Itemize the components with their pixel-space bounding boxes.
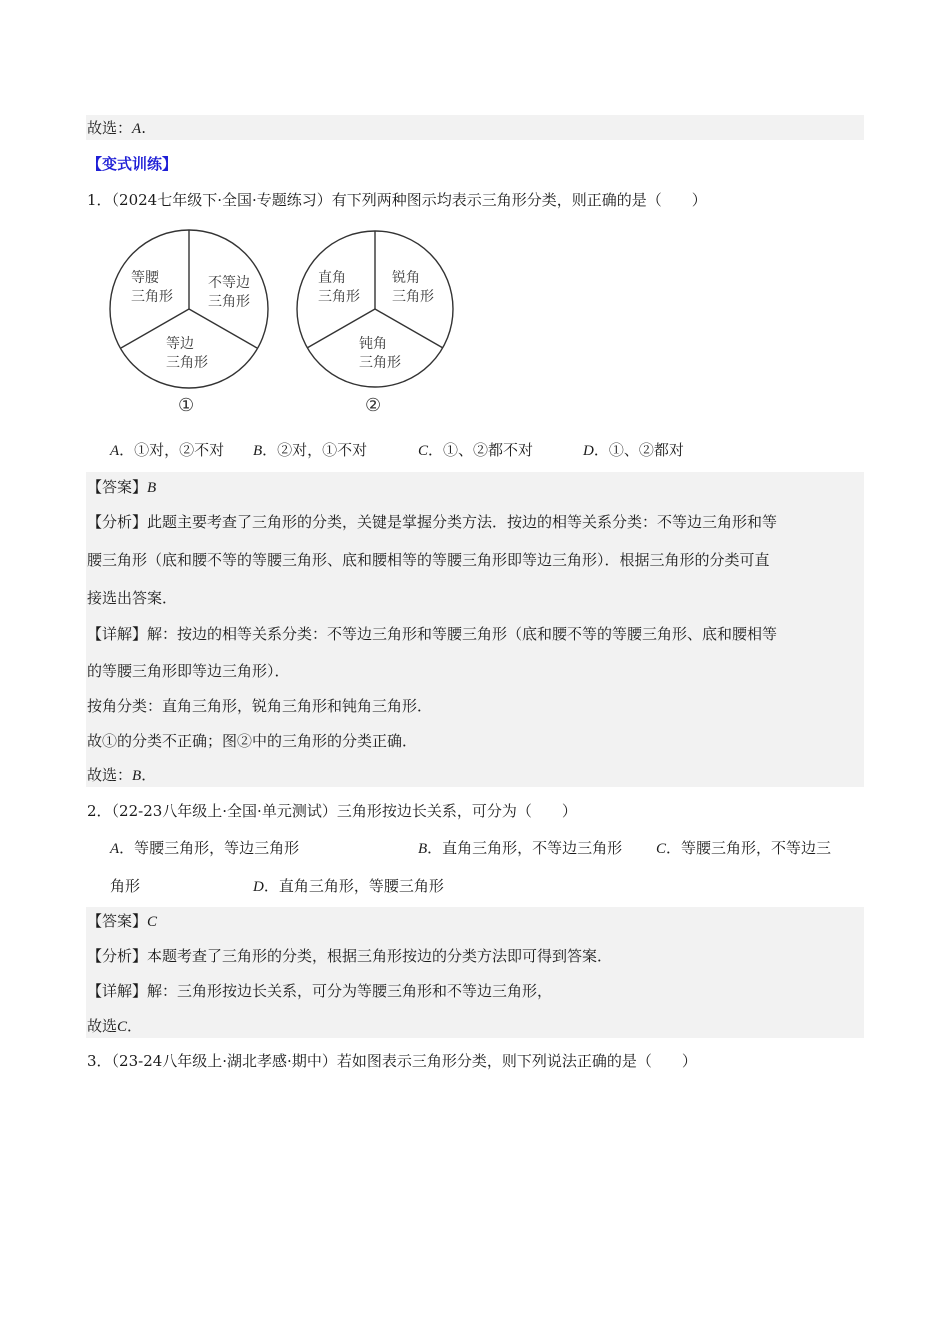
option-b[interactable] [253,440,367,461]
option-text: ．直角三角形，等腰三角形 [263,877,444,895]
sector-label: 三角形 [318,289,360,305]
answer-value: C [147,914,158,930]
detail-tag: 【详解】 [87,982,148,1000]
detail-text: 解：按边的相等关系分类：不等边三角形和等腰三角形（底和腰不等的等腰三角形、底和腰相等 [147,625,778,643]
option-letter: D [253,879,264,895]
diagram-number: ① [178,395,195,416]
option-text: ．等腰三角形，等边三角形 [119,839,300,857]
sector-label: 三角形 [392,289,434,305]
option-b[interactable] [418,838,622,859]
option-text: ．①对，②不对 [119,441,225,459]
answer-tag: 【答案】 [87,478,148,496]
sector-label: 三角形 [359,355,401,371]
answer-line [87,911,157,932]
option-letter: D [583,443,594,459]
choose-suffix: . [141,119,146,137]
question-text: 有下列两种图示均表示三角形分类，则正确的是（ ） [331,191,707,209]
prev-choose-line [87,118,146,139]
choose-value: A [132,121,142,137]
classification-diagrams [100,222,480,422]
prev-solution-block [86,115,864,140]
question-number: 2． [87,802,112,820]
detail-line: 故①的分类不正确；图②中的三角形的分类正确． [87,732,418,750]
choose-value: B [132,768,142,784]
option-letter: A [110,841,120,857]
option-c[interactable] [418,440,533,461]
detail-line: 的等腰三角形即等边三角形）． [87,662,290,680]
option-letter: C [418,443,429,459]
question-text: 若如图表示三角形分类，则下列说法正确的是（ ） [336,1052,697,1070]
question-number: 3． [87,1052,112,1070]
choose-prefix: 故选 [87,1017,118,1035]
question-source: （2024七年级下·全国·专题练习） [111,191,332,209]
analysis-line [87,946,612,966]
analysis-line: 接选出答案． [87,589,178,607]
option-letter: A [110,443,120,459]
analysis-text: 此题主要考查了三角形的分类，关键是掌握分类方法．按边的相等关系分类：不等边三角形和等 [147,513,778,531]
question-text: 三角形按边长关系，可分为（ ） [336,802,577,820]
option-d[interactable] [583,440,684,461]
option-text: ．②对，①不对 [262,441,368,459]
detail-line [87,981,552,1001]
sector-label: 钝角 [359,336,387,352]
option-text: ．直角三角形，不等边三角形 [427,839,623,857]
sector-label: 等边 [166,336,194,352]
choose-value: C [117,1019,128,1035]
analysis-line [87,512,777,532]
detail-line: 按角分类：直角三角形，锐角三角形和钝角三角形． [87,697,433,715]
sector-label: 三角形 [166,355,208,371]
question-source: （23-24八年级上·湖北孝感·期中） [111,1052,337,1070]
option-letter: C [656,841,667,857]
question-source: （22-23八年级上·全国·单元测试） [111,802,337,820]
answer-tag: 【答案】 [87,912,148,930]
option-text: ．①、②都不对 [428,441,534,459]
detail-tag: 【详解】 [87,625,148,643]
analysis-tag: 【分析】 [87,513,148,531]
option-d[interactable] [253,876,444,897]
option-a[interactable] [110,838,299,859]
diagram-2 [297,231,453,416]
diagram-number: ② [365,395,382,416]
diagram-1 [110,230,268,416]
choose-line [87,1016,142,1037]
sector-label: 三角形 [208,294,250,310]
option-text: ．①、②都对 [593,441,684,459]
choose-suffix: ． [127,1017,143,1035]
question-2-stem [87,801,577,821]
section-heading: 【变式训练】 [87,155,178,173]
detail-text: 解：三角形按边长关系，可分为等腰三角形和不等边三角形， [147,982,553,1000]
option-a[interactable] [110,440,224,461]
sector-label: 锐角 [392,270,420,286]
option-text: ．等腰三角形，不等边三 [666,839,832,857]
option-letter: B [253,443,263,459]
sector-label: 等腰 [131,270,159,286]
choose-prefix: 故选： [87,119,133,137]
sector-label: 三角形 [131,289,173,305]
option-c-wrap[interactable]: 角形 [110,877,141,895]
option-letter: B [418,841,428,857]
analysis-tag: 【分析】 [87,947,148,965]
analysis-line: 腰三角形（底和腰不等的等腰三角形、底和腰相等的等腰三角形即等边三角形）．根据三角形的分类可直 [87,551,770,569]
choose-line [87,765,156,786]
choose-suffix: ． [141,766,157,784]
answer-value: B [147,480,157,496]
option-c[interactable] [656,838,831,859]
analysis-text: 本题考查了三角形的分类，根据三角形按边的分类方法即可得到答案． [147,947,613,965]
question-3-stem [87,1051,697,1071]
sector-label: 不等边 [208,275,250,291]
answer-line [87,477,156,498]
question-1-stem [87,190,707,210]
question-number: 1． [87,191,112,209]
sector-label: 直角 [318,270,346,286]
detail-line [87,624,777,644]
choose-prefix: 故选： [87,766,133,784]
solution-block-2 [86,907,864,1038]
